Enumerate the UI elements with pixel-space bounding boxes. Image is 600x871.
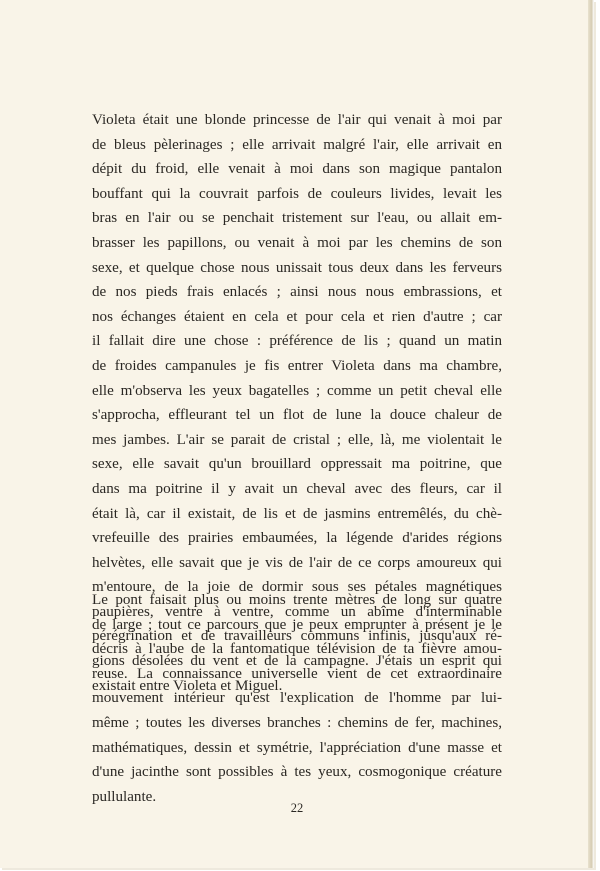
text-line: Violeta était une blonde princesse de l'air qui venait à moi par bbox=[92, 112, 502, 128]
text-line: Le pont faisait plus ou moins trente mètres de long sur quatre bbox=[92, 592, 502, 608]
text-line: dans ma poitrine il y avait un cheval avec des fleurs, car il bbox=[92, 480, 502, 497]
text-line: sexe, et quelque chose nous unissait tous deux dans les ferveurs bbox=[92, 259, 502, 276]
text-line: même ; toutes les diverses branches : chemins de fer, machines, bbox=[92, 714, 502, 731]
text-line: existait entre Violeta et Miguel. bbox=[92, 677, 283, 694]
text-line: nos échanges étaient en cela et pour cela et rien d'autre ; car bbox=[92, 308, 502, 325]
text-line: reuse. La connaissance universelle vient de cet extraordinaire bbox=[92, 665, 502, 682]
text-line: gions désolées du vent et de la campagne. J'étais un esprit qui bbox=[92, 653, 502, 670]
text-line: de bleus pèlerinages ; elle arrivait malgré l'air, elle arrivait en bbox=[92, 136, 502, 153]
text-line: pérégrination et de travailleurs communs infinis, jusqu'aux ré- bbox=[92, 628, 502, 645]
text-line: de froides campanules je fis entrer Violeta dans ma chambre, bbox=[92, 357, 502, 374]
text-line: était là, car il existait, de lis et de jasmins entremêlés, du chè- bbox=[92, 505, 502, 522]
page-edge-shadow bbox=[588, 0, 594, 868]
text-line: de large ; tout ce parcours que je peux emprunter à présent je le bbox=[92, 616, 502, 633]
text-line: bras en l'air ou se penchait tristement sur l'eau, ou allait em- bbox=[92, 210, 502, 227]
text-line: bouffant qui la couvrait parfois de couleurs livides, levait les bbox=[92, 185, 502, 202]
text-line: brasser les papillons, ou venait à moi par les chemins de son bbox=[92, 234, 502, 251]
text-line: paupières, ventre à ventre, comme un abîme d'interminable bbox=[92, 603, 502, 620]
text-line: elle m'observa les yeux bagatelles ; comme un petit cheval elle bbox=[92, 382, 502, 399]
text-line: d'une jacinthe sont possibles à tes yeux, cosmogonique créature bbox=[92, 764, 502, 781]
text-line: de nos pieds frais enlacés ; ainsi nous nous embrassions, et bbox=[92, 284, 502, 301]
text-line: m'entoure, de la joie de dormir sous ses pétales magnétiques bbox=[92, 579, 502, 596]
text-line: vrefeuille des prairies embaumées, la légende d'arides régions bbox=[92, 530, 502, 547]
paragraph-2 bbox=[92, 588, 502, 809]
text-line: helvètes, elle savait que je vis de l'air de ce corps amoureux qui bbox=[92, 554, 502, 571]
text-line: il fallait dire une chose : préférence de lis ; quand un matin bbox=[92, 333, 502, 350]
text-line: mathématiques, dessin et symétrie, l'appréciation d'une masse et bbox=[92, 739, 502, 756]
text-line: pullulante. bbox=[92, 788, 157, 805]
text-line: décris à l'aube de la fantomatique télévision de ta fièvre amou- bbox=[92, 641, 502, 658]
text-line: mouvement intérieur qu'est l'explication de l'homme par lui- bbox=[92, 690, 502, 707]
text-line: mes jambes. L'air se parait de cristal ; elle, là, me violentait le bbox=[92, 431, 502, 448]
page-number: 22 bbox=[290, 801, 304, 815]
text-line: s'approcha, effleurant tel un flot de lune la douce chaleur de bbox=[92, 407, 502, 424]
text-line: sexe, elle savait qu'un brouillard oppressait ma poitrine, que bbox=[92, 456, 502, 473]
text-line: dépit du froid, elle venait à moi dans son magique pantalon bbox=[92, 161, 502, 178]
